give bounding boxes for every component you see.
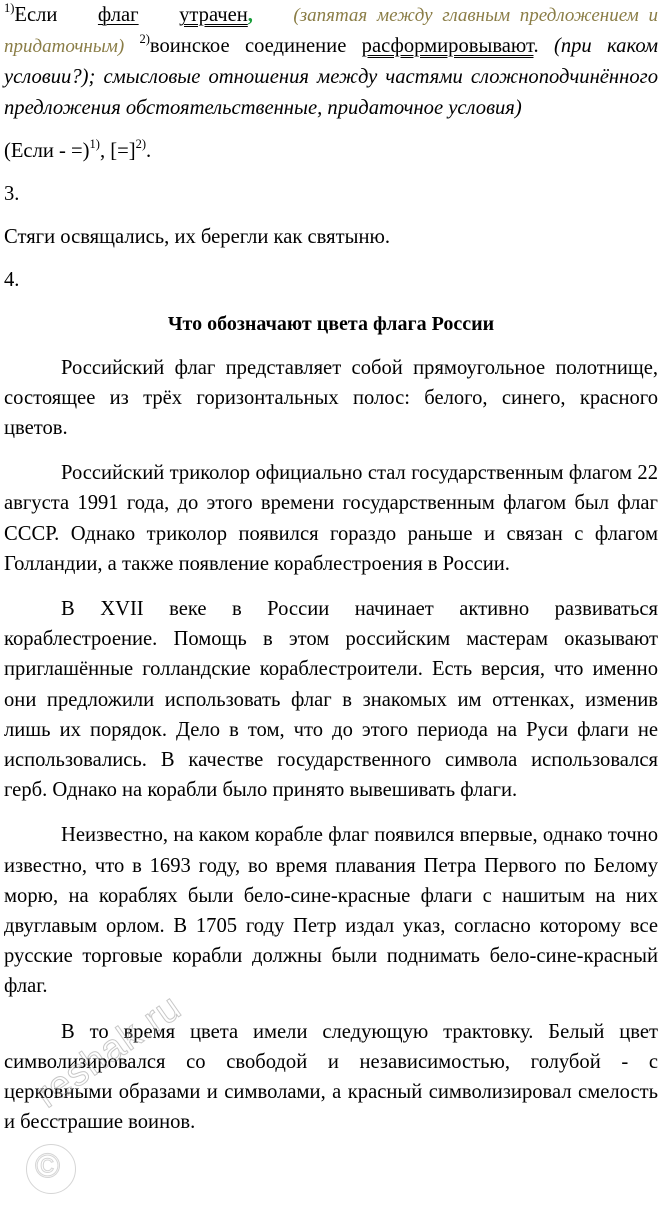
copyright-circle-icon bbox=[26, 1144, 76, 1194]
question-note: (при каком условии?); смысловые отношения между частями сложноподчинённого предложения обстоятельственные, придаточное условия) bbox=[4, 35, 658, 119]
scheme-part-1: (Если - =) bbox=[4, 139, 90, 162]
scheme-sup-1: 1) bbox=[89, 136, 100, 151]
clause2-start: воинское соединение bbox=[149, 35, 347, 58]
essay-paragraph-2: Российский триколор официально стал государственным флагом 22 августа 1991 года, до этого времени государственным флагом был флаг СССР. Однако триколор появился гораздо раньше и связан с флагом Голландии, а также появление кораблестроения в России. bbox=[4, 462, 658, 575]
highlighted-comma: , bbox=[247, 4, 253, 26]
essay-paragraph-1: Российский флаг представляет собой прямоугольное полотнище, состоящее из трёх горизонтальных полос: белого, синего, красного цветов. bbox=[4, 356, 658, 440]
task-number-4: 4. bbox=[4, 269, 20, 292]
essay-title: Что обозначают цвета флага России bbox=[167, 312, 495, 335]
subject-word: флаг bbox=[97, 4, 139, 26]
predicate-word: утрачен bbox=[179, 4, 248, 26]
document-page bbox=[4, 0, 658, 1138]
copyright-icon: © bbox=[35, 1147, 61, 1185]
conjunction-esli: Если bbox=[14, 4, 58, 26]
clause-marker-1: 1) bbox=[4, 1, 15, 16]
essay-paragraph-4: Неизвестно, на каком корабле флаг появился впервые, однако точно известно, что в 1693 году, во время плавания Петра Первого по Белому морю, на кораблях были бело-сине-красные флаги с нашитым на них двуглавым орлом. В 1705 году Петр издал указ, согласно которому все русские торговые корабли должны были поднимать бело-сине-красный флаг. bbox=[4, 824, 658, 998]
scheme-sup-2: 2) bbox=[135, 136, 146, 151]
clause2-predicate: расформировывают bbox=[361, 35, 534, 58]
scheme-end: . bbox=[146, 139, 152, 162]
task3-sentence: Стяги освящались, их берегли как святыню. bbox=[4, 226, 391, 249]
period: . bbox=[533, 35, 539, 58]
comma-note: (запятая между главным предложением и придаточным) bbox=[4, 5, 659, 58]
sentence-scheme bbox=[4, 136, 658, 166]
task-number-3: 3. bbox=[4, 183, 20, 206]
scheme-part-2: , [=] bbox=[99, 139, 136, 162]
sentence-analysis bbox=[4, 0, 658, 123]
essay-paragraph-3: В XVII веке в России начинает активно развиваться кораблестроение. Помощь в этом российским мастерам оказывают приглашённые голландские кораблестроители. Есть версия, что именно они предложили использовать флаг в знакомых им оттенках, изменив лишь их порядок. Дело в том, что до этого периода на Руси флаги не использовались. В качестве государственного символа использовался герб. Однако на корабли было принято вывешивать флаги. bbox=[4, 598, 658, 802]
watermark-text: reshak.ru bbox=[28, 985, 190, 1117]
clause-marker-2: 2) bbox=[139, 32, 150, 47]
essay-paragraph-5: В то время цвета имели следующую трактовку. Белый цвет символизировался со свободой и независимостью, голубой - с церковными образами и символами, а красный символизировал смелость и бесстрашие воинов. bbox=[4, 1020, 658, 1134]
